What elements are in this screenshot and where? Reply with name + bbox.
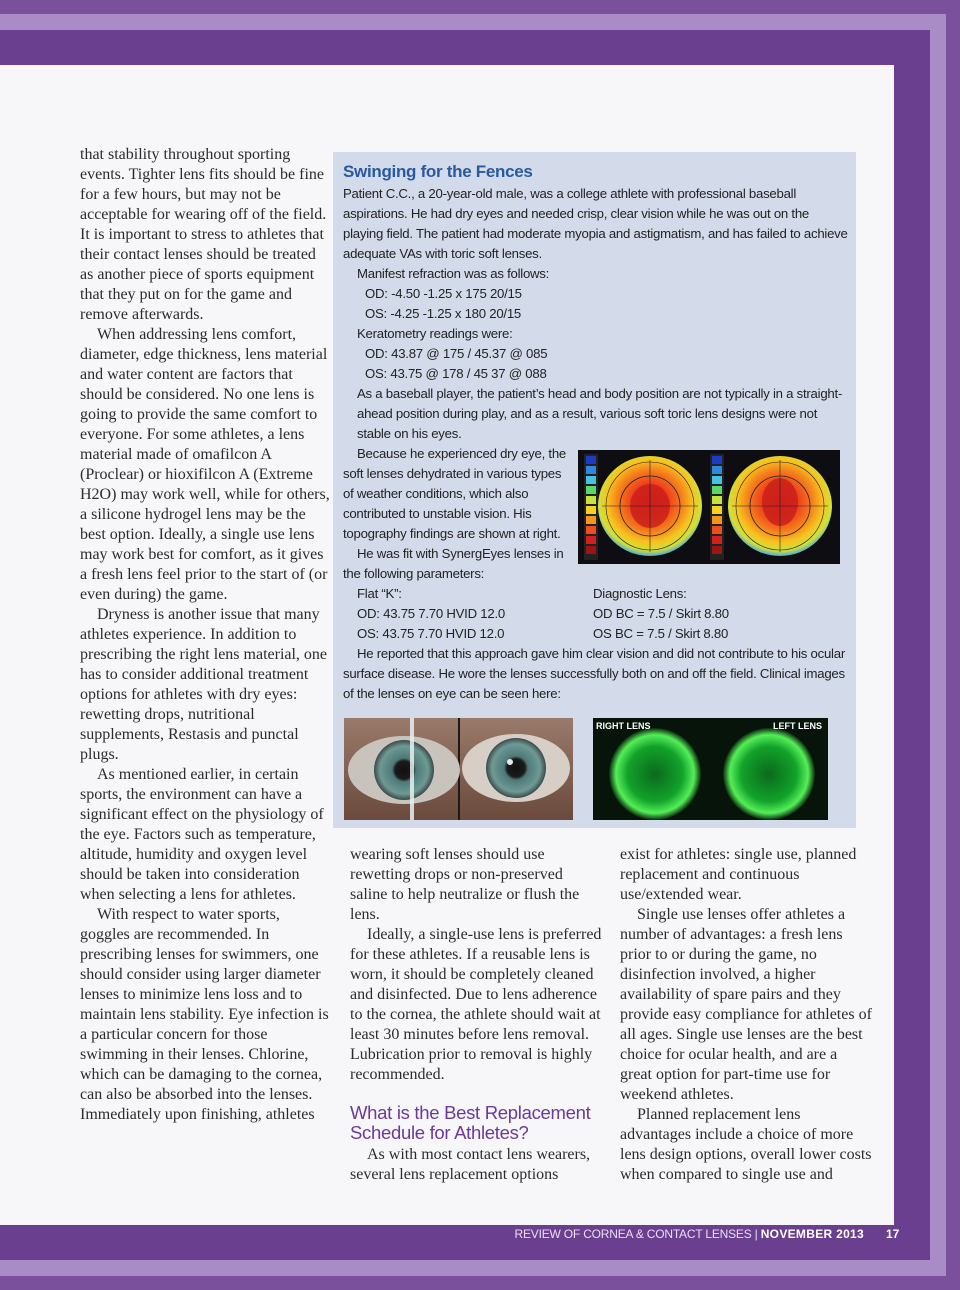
- col2-paragraph: wearing soft lenses should use rewetting drops or non-preserved saline to help neutralize or flush the lens.: [350, 846, 580, 923]
- section-subheading: What is the Best Replacement Schedule for Athletes?: [350, 1102, 591, 1143]
- param-right: OS BC = 7.5 / Skirt 8.80: [593, 626, 729, 641]
- result-paragraph: He reported that this approach gave him clear vision and did not contribute to his ocular surface disease. He wore the lenses successfully both on and off the field. Clinical images of the lenses on eye can be seen here:: [343, 646, 845, 701]
- fit-paragraph: He was fit with SynergEyes lenses in the following parameters:: [343, 546, 564, 581]
- param-right: Diagnostic Lens:: [593, 586, 687, 601]
- col1-paragraph: When addressing lens comfort, diameter, edge thickness, lens material and water content are factors that should be considered. No one lens is going to provide the same comfort to everyone. For some athletes, a lens material made of omafilcon A (Proclear) or hioxifilcon A (Extreme H2O) may work well, while for others, a silicone hydrogel lens may be the best option. Ideally, a single use lens may work best for comfort, as it gives a fresh lens feel prior to the start of (or even during) the game.: [80, 326, 330, 603]
- col2-paragraph: As with most contact lens wearers, several lens replacement options: [350, 1146, 591, 1183]
- manifest-od: OD: -4.50 -1.25 x 175 20/15: [365, 286, 522, 301]
- param-row: [357, 604, 852, 624]
- article-column-2: [350, 845, 602, 1185]
- col1-paragraph: that stability throughout sporting events. Tighter lens fits should be fine for a few hours, but may not be acceptable for wearing off of the field. It is important to stress to athletes that their contact lenses should be treated as another piece of sports equipment that they put on for the game and remove afterwards.: [80, 146, 327, 323]
- fluorescein-lens-photo: [593, 718, 828, 820]
- dry-eye-paragraph: Because he experienced dry eye, the soft lenses dehydrated in various types of weather conditions, which also contributed to unstable vision. His topography findings are shown at right.: [343, 446, 566, 541]
- right-lens-label: RIGHT LENS: [596, 721, 651, 731]
- article-column-3: [620, 845, 872, 1185]
- param-right: OD BC = 7.5 / Skirt 8.80: [593, 606, 729, 621]
- eye-photo-drawing: [344, 718, 573, 820]
- fluorescein-drawing: [593, 718, 828, 820]
- lens-parameters: [357, 584, 852, 644]
- col3-paragraph: Planned replacement lens advantages include a choice of more lens design options, overall lower costs when compared to single use and: [620, 1106, 872, 1183]
- page-footer: [0, 1226, 946, 1246]
- col2-paragraph: Ideally, a single-use lens is preferred for these athletes. If a reusable lens is worn, it should be completely cleaned and disinfected. Due to lens adherence to the cornea, the athlete should wait at least 30 minutes before lens removal. Lubrication prior to removal is highly recommended.: [350, 926, 602, 1083]
- col3-paragraph: Single use lenses offer athletes a number of advantages: a fresh lens prior to or during the game, no disinfection involved, a higher availability of spare pairs and they provide easy compliance for athletes of all ages. Single use lenses are the best choice for ocular health, and are a great option for part-time use for weekend athletes.: [620, 906, 872, 1103]
- keratometry-od: OD: 43.87 @ 175 / 45.37 @ 085: [365, 346, 548, 361]
- sidebar-title: Swinging for the Fences: [343, 162, 533, 181]
- page-number: 17: [886, 1227, 900, 1241]
- manifest-os: OS: -4.25 -1.25 x 180 20/15: [365, 306, 522, 321]
- issue-date: NOVEMBER 2013: [760, 1227, 864, 1241]
- keratometry-os: OS: 43.75 @ 178 / 45 37 @ 088: [365, 366, 547, 381]
- baseball-paragraph: As a baseball player, the patient’s head and body position are not typically in a straight-ahead position during play, and as a result, various soft toric lens designs were not stable on his eyes.: [357, 386, 843, 441]
- sidebar-intro: Patient C.C., a 20-year-old male, was a college athlete with professional baseball aspirations. He had dry eyes and needed crisp, clear vision while he was out on the playing field. The patient had moderate myopia and astigmatism, and has failed to achieve adequate VAs with toric soft lenses.: [343, 186, 848, 261]
- footer-publication: [515, 1227, 864, 1241]
- param-row: [357, 624, 852, 644]
- col1-paragraph: Dryness is another issue that many athletes experience. In addition to prescribing the right lens material, one has to consider additional treatment options for athletes with dry eyes: rewetting drops, nutritional supplements, Restasis and punctal plugs.: [80, 606, 328, 763]
- publication-name: REVIEW OF CORNEA & CONTACT LENSES |: [514, 1227, 761, 1241]
- param-row: [357, 584, 852, 604]
- sidebar-upper-text: [343, 184, 848, 444]
- param-left: OS: 43.75 7.70 HVID 12.0: [357, 626, 505, 641]
- left-lens-label: LEFT LENS: [773, 721, 822, 731]
- param-left: Flat “K”:: [357, 586, 402, 601]
- col1-paragraph: As mentioned earlier, in certain sports, the environment can have a significant effect on the physiology of the eye. Factors such as temperature, altitude, humidity and oxygen level should be taken into consideration when selecting a lens for athletes.: [80, 766, 324, 903]
- col1-paragraph: With respect to water sports, goggles are recommended. In prescribing lenses for swimmers, one should consider using larger diameter lenses to minimize lens loss and to maintain lens stability. Eye infection is a particular concern for those swimming in their lenses. Chlorine, which can be damaging to the cornea, can also be absorbed into the lenses. Immediately upon finishing, athletes: [80, 906, 329, 1123]
- param-left: OD: 43.75 7.70 HVID 12.0: [357, 606, 505, 621]
- manifest-label: Manifest refraction was as follows:: [357, 266, 550, 281]
- keratometry-label: Keratometry readings were:: [357, 326, 513, 341]
- topography-image: [578, 450, 840, 564]
- sidebar-wrap-text: [343, 444, 568, 584]
- topography-maps: [578, 450, 840, 564]
- slit-lamp-eye-photo: [344, 718, 573, 820]
- col3-paragraph: exist for athletes: single use, planned replacement and continuous use/extended wear.: [620, 846, 857, 903]
- article-column-1: [80, 145, 330, 1125]
- sidebar-result-text: [343, 644, 848, 704]
